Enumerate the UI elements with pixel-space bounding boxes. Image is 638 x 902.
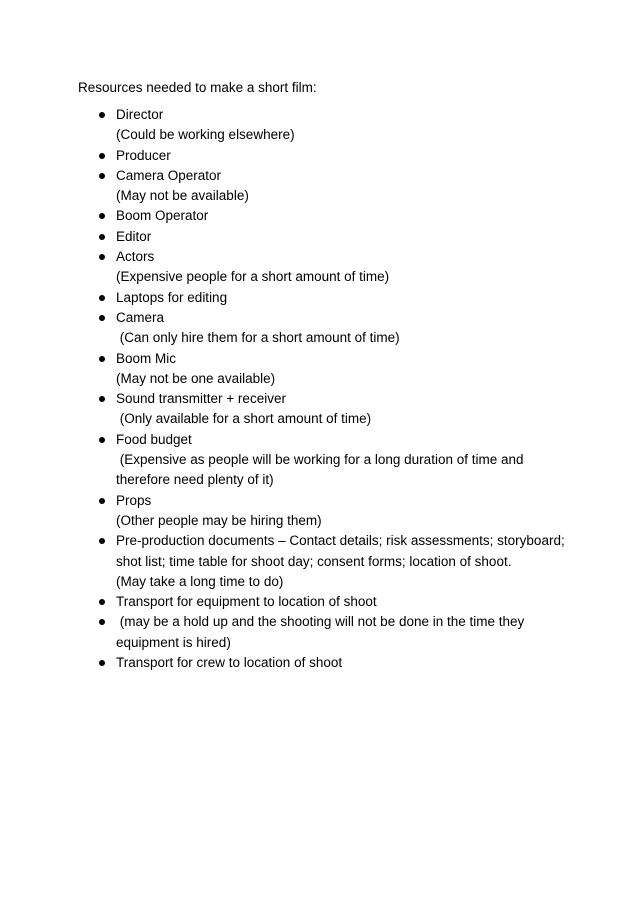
- bullet-icon: [99, 254, 105, 260]
- bullet-icon: [99, 213, 105, 219]
- bullet-icon: [99, 599, 105, 605]
- list-item: [78, 430, 578, 491]
- list-item-note: (Can only hire them for a short amount of time): [116, 330, 400, 346]
- list-item-note: (Expensive as people will be working for a long duration of time and therefore need plenty of it): [116, 452, 528, 488]
- bullet-icon: [99, 153, 105, 159]
- list-item: [78, 389, 578, 430]
- list-item: [78, 227, 578, 247]
- document-heading: Resources needed to make a short film:: [78, 80, 317, 95]
- bullet-icon: [99, 234, 105, 240]
- bullet-icon: [99, 437, 105, 443]
- list-item-note: (Only available for a short amount of time): [116, 411, 372, 427]
- list-item-text: Camera Operator: [116, 167, 222, 183]
- bullet-icon: [99, 498, 105, 504]
- list-item: [78, 166, 578, 207]
- bullet-icon: [99, 173, 105, 179]
- bullet-icon: [99, 619, 105, 625]
- list-item-text: Props: [116, 492, 152, 508]
- list-item-note: (Expensive people for a short amount of time): [116, 269, 390, 285]
- list-item-text: (may be a hold up and the shooting will not be done in the time they equipment is hired): [116, 614, 529, 650]
- list-item-text: Pre-production documents – Contact details; risk assessments; storyboard; shot list; time table for shoot day; consent forms; location of shoot.: [116, 533, 569, 569]
- bullet-icon: [99, 538, 105, 544]
- resource-list: [78, 105, 578, 673]
- bullet-icon: [99, 396, 105, 402]
- list-item-note: (May not be one available): [116, 370, 276, 386]
- list-item: [78, 308, 578, 349]
- list-item: [78, 349, 578, 390]
- list-item-text: Editor: [116, 228, 152, 244]
- list-item-text: Laptops for editing: [116, 289, 228, 305]
- list-item: [78, 247, 578, 288]
- list-item-text: Transport for crew to location of shoot: [116, 655, 343, 671]
- list-item-text: Boom Operator: [116, 208, 209, 224]
- list-item-text: Camera: [116, 309, 165, 325]
- list-item-note: (May take a long time to do): [116, 573, 284, 589]
- list-item: [78, 653, 578, 673]
- bullet-icon: [99, 315, 105, 321]
- list-item: [78, 531, 578, 592]
- list-item-text: Food budget: [116, 431, 192, 447]
- list-item-text: Actors: [116, 249, 155, 265]
- bullet-icon: [99, 356, 105, 362]
- list-item-text: Sound transmitter + receiver: [116, 391, 286, 407]
- list-item-text: Producer: [116, 147, 171, 163]
- list-item: [78, 105, 578, 146]
- bullet-icon: [99, 295, 105, 301]
- list-item-text: Director: [116, 107, 164, 122]
- list-item: [78, 612, 578, 653]
- list-item: [78, 288, 578, 308]
- list-item-note: (May not be available): [116, 188, 249, 204]
- list-item-note: (Could be working elsewhere): [116, 127, 295, 143]
- bullet-icon: [99, 112, 105, 118]
- list-item: [78, 206, 578, 226]
- list-item-note: (Other people may be hiring them): [116, 512, 322, 528]
- list-item: [78, 146, 578, 166]
- list-item: [78, 491, 578, 532]
- list-item-text: Boom Mic: [116, 350, 177, 366]
- list-item-text: Transport for equipment to location of shoot: [116, 594, 377, 610]
- bullet-icon: [99, 660, 105, 666]
- list-item: [78, 592, 578, 612]
